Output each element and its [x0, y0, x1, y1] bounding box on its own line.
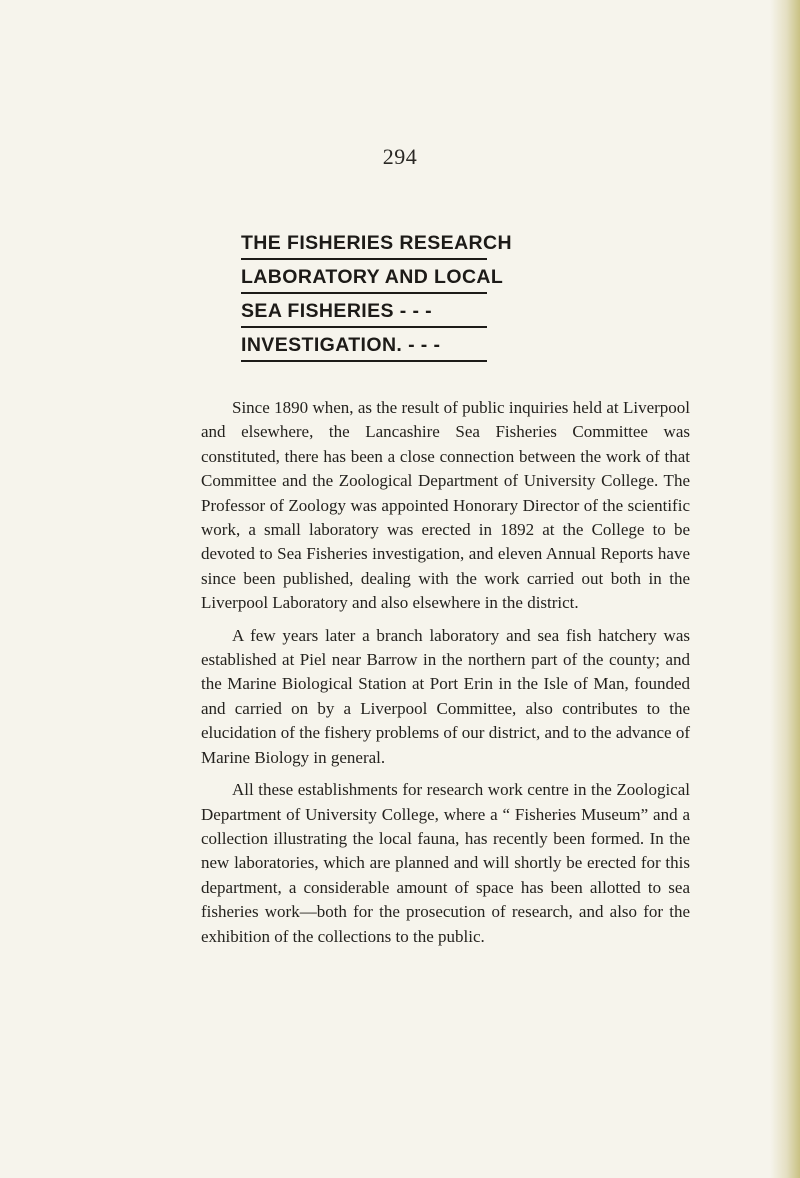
- page-edge-shadow: [770, 0, 800, 1178]
- body-text: [201, 396, 690, 957]
- section-heading: [241, 226, 513, 362]
- paragraph-3: All these establishments for research work centre in the Zoological Department of University College, where a “ Fisheries Museum” and a collection illustrating the local fauna, has recently been formed. In the new laboratories, which are planned and will shortly be erected for this department, a considerable amount of space has been allotted to sea fisheries work—both for the prosecution of research, and also for the exhibition of the collections to the public.: [201, 780, 690, 946]
- heading-line-2: LABORATORY AND LOCAL: [241, 260, 487, 294]
- heading-line-1: THE FISHERIES RESEARCH: [241, 226, 487, 260]
- heading-line-4: INVESTIGATION. - - -: [241, 328, 487, 362]
- page-number: 294: [382, 144, 418, 169]
- paragraph-2: A few years later a branch laboratory and sea fish hatchery was established at Piel near Barrow in the northern part of the county; and the Marine Biological Station at Port Erin in the Isle of Man, founded and carried on by a Liverpool Committee, also contributes to the elucidation of the fishery problems of our district, and to the advance of Marine Biology in general.: [201, 625, 690, 767]
- paragraph-1: Since 1890 when, as the result of public inquiries held at Liverpool and elsewhere, the Lancashire Sea Fisheries Committee was constituted, there has been a close connection between the work of that Committee and the Zoological Department of University College. The Professor of Zoology was appointed Honorary Director of the scientific work, a small laboratory was erected in 1892 at the College to be devoted to Sea Fisheries investigation, and eleven Annual Reports have since been published, dealing with the work carried out both in the Liverpool Laboratory and also elsewhere in the district.: [201, 398, 690, 613]
- heading-line-3: SEA FISHERIES - - -: [241, 294, 487, 328]
